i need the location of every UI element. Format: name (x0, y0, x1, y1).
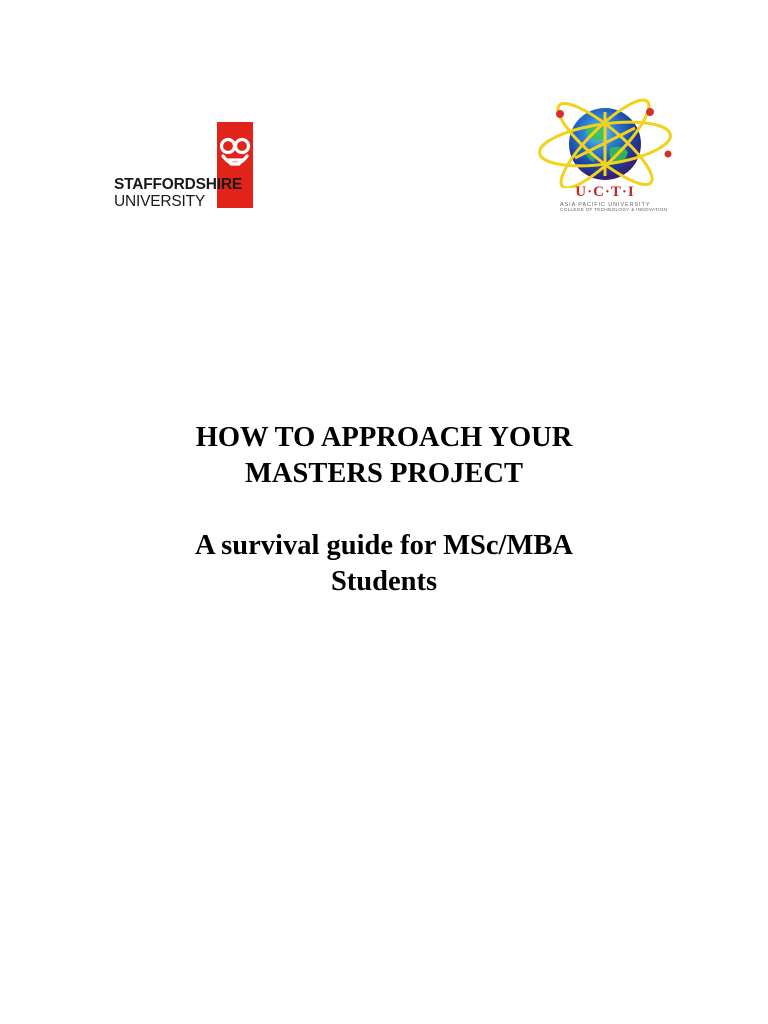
document-subtitle-line2: Students (330, 566, 438, 597)
document-title (84, 420, 684, 492)
document-title-line1: HOW TO APPROACH YOUR (195, 422, 573, 453)
ucti-letters: U·C·T·I (575, 184, 635, 200)
globe-icon (530, 98, 680, 188)
document-title-line2: MASTERS PROJECT (245, 458, 523, 489)
document-subtitle (84, 528, 684, 600)
staffordshire-university-logo (112, 122, 258, 210)
ucti-subtitle-line1: ASIA PACIFIC UNIVERSITY (560, 202, 651, 208)
document-subtitle-line1: A survival guide for MSc/MBA (195, 530, 573, 561)
title-block (84, 420, 684, 600)
ucti-logo (530, 98, 680, 214)
staffordshire-knot-icon (217, 130, 253, 176)
staffordshire-name-line1: STAFFORDSHIRE (114, 176, 242, 193)
ucti-subtitle-line2: COLLEGE OF TECHNOLOGY & INNOVATION (560, 208, 668, 213)
staffordshire-name-line2: UNIVERSITY (114, 193, 206, 210)
staffordshire-wordmark (114, 176, 242, 210)
